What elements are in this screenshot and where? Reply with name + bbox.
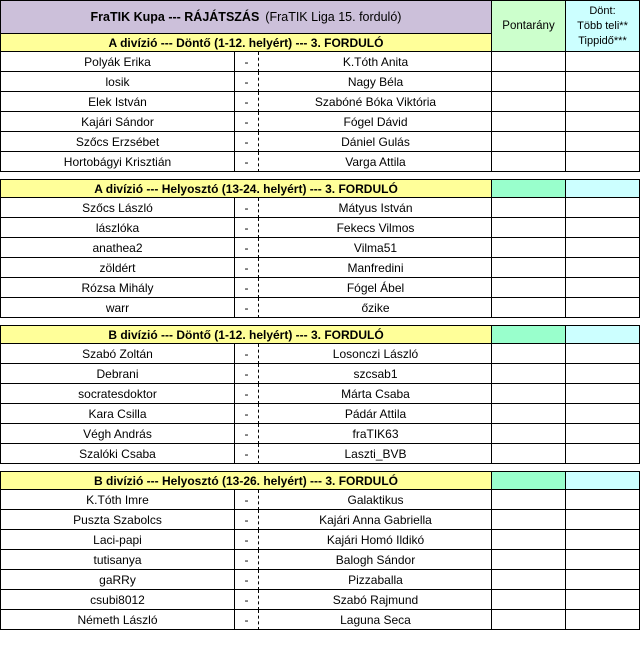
away-player: őzike bbox=[259, 298, 492, 318]
pontarany-value bbox=[491, 530, 566, 550]
score-separator: - bbox=[234, 404, 259, 424]
score-separator: - bbox=[234, 490, 259, 510]
home-player: Végh András bbox=[0, 424, 234, 444]
home-player: Hortobágyi Krisztián bbox=[0, 152, 234, 172]
dont-value bbox=[565, 570, 640, 590]
match-row bbox=[0, 404, 640, 424]
pontarany-value bbox=[491, 152, 566, 172]
dont-value bbox=[565, 424, 640, 444]
match-row bbox=[0, 570, 640, 590]
score-separator: - bbox=[234, 152, 259, 172]
away-player: K.Tóth Anita bbox=[259, 52, 492, 72]
pontarany-value bbox=[491, 404, 566, 424]
match-row bbox=[0, 278, 640, 298]
pontarany-value bbox=[491, 238, 566, 258]
pontarany-value bbox=[491, 424, 566, 444]
score-separator: - bbox=[234, 364, 259, 384]
score-separator: - bbox=[234, 590, 259, 610]
match-row bbox=[0, 590, 640, 610]
dont-value bbox=[565, 444, 640, 464]
match-row bbox=[0, 510, 640, 530]
match-row bbox=[0, 530, 640, 550]
home-player: Szabó Zoltán bbox=[0, 344, 234, 364]
pontarany-value bbox=[491, 590, 566, 610]
home-player: Polyák Erika bbox=[0, 52, 234, 72]
home-player: Kara Csilla bbox=[0, 404, 234, 424]
home-player: losik bbox=[0, 72, 234, 92]
score-separator: - bbox=[234, 132, 259, 152]
pontarany-value bbox=[491, 510, 566, 530]
match-row bbox=[0, 298, 640, 318]
away-player: Laguna Seca bbox=[259, 610, 492, 630]
score-separator: - bbox=[234, 238, 259, 258]
pontarany-value bbox=[491, 218, 566, 238]
match-row bbox=[0, 52, 640, 72]
away-player: Vilma51 bbox=[259, 238, 492, 258]
pontarany-value bbox=[491, 364, 566, 384]
match-row bbox=[0, 92, 640, 112]
dont-value bbox=[565, 132, 640, 152]
match-row bbox=[0, 424, 640, 444]
dont-value bbox=[565, 610, 640, 630]
dont-value bbox=[565, 52, 640, 72]
dont-value bbox=[565, 344, 640, 364]
match-row bbox=[0, 384, 640, 404]
score-separator: - bbox=[234, 218, 259, 238]
away-player: Dániel Gulás bbox=[259, 132, 492, 152]
dont-value bbox=[565, 364, 640, 384]
score-separator: - bbox=[234, 258, 259, 278]
dont-line-2: Több teli** bbox=[577, 19, 628, 32]
match-row bbox=[0, 444, 640, 464]
away-player: Szabó Rajmund bbox=[259, 590, 492, 610]
score-separator: - bbox=[234, 278, 259, 298]
away-player: Fekecs Vilmos bbox=[259, 218, 492, 238]
section-title: B divízió --- Helyosztó (13-26. helyért) --- 3. FORDULÓ bbox=[0, 471, 492, 490]
score-separator: - bbox=[234, 510, 259, 530]
score-separator: - bbox=[234, 198, 259, 218]
away-player: Losonczi László bbox=[259, 344, 492, 364]
score-separator: - bbox=[234, 112, 259, 132]
dont-value bbox=[565, 278, 640, 298]
score-separator: - bbox=[234, 92, 259, 112]
match-row bbox=[0, 610, 640, 630]
dont-line-1: Dönt: bbox=[589, 4, 616, 17]
score-separator: - bbox=[234, 72, 259, 92]
pontarany-value bbox=[491, 570, 566, 590]
pontarany-value bbox=[491, 384, 566, 404]
pontarany-value bbox=[491, 550, 566, 570]
match-row bbox=[0, 344, 640, 364]
match-row bbox=[0, 550, 640, 570]
away-player: Márta Csaba bbox=[259, 384, 492, 404]
pontarany-value bbox=[491, 610, 566, 630]
dont-value bbox=[565, 298, 640, 318]
pontarany-value bbox=[491, 444, 566, 464]
home-player: Debrani bbox=[0, 364, 234, 384]
dont-value bbox=[565, 218, 640, 238]
score-separator: - bbox=[234, 424, 259, 444]
dont-value bbox=[565, 510, 640, 530]
dont-value bbox=[565, 238, 640, 258]
match-row bbox=[0, 258, 640, 278]
home-player: Németh László bbox=[0, 610, 234, 630]
home-player: anathea2 bbox=[0, 238, 234, 258]
away-player: Pizzaballa bbox=[259, 570, 492, 590]
score-separator: - bbox=[234, 530, 259, 550]
dont-value bbox=[565, 258, 640, 278]
home-player: csubi8012 bbox=[0, 590, 234, 610]
away-player: Laszti_BVB bbox=[259, 444, 492, 464]
column-header-pontarany: Pontarány bbox=[491, 0, 566, 52]
section-pontarany-cell bbox=[491, 179, 566, 198]
match-row bbox=[0, 198, 640, 218]
score-separator: - bbox=[234, 52, 259, 72]
pontarany-value bbox=[491, 344, 566, 364]
score-separator: - bbox=[234, 610, 259, 630]
score-separator: - bbox=[234, 298, 259, 318]
away-player: Manfredini bbox=[259, 258, 492, 278]
dont-value bbox=[565, 152, 640, 172]
pontarany-value bbox=[491, 490, 566, 510]
match-row bbox=[0, 364, 640, 384]
pontarany-value bbox=[491, 198, 566, 218]
match-row bbox=[0, 218, 640, 238]
home-player: Szalóki Csaba bbox=[0, 444, 234, 464]
dont-value bbox=[565, 530, 640, 550]
score-separator: - bbox=[234, 550, 259, 570]
away-player: Varga Attila bbox=[259, 152, 492, 172]
section-title: A divízió --- Döntő (1-12. helyért) --- 3. FORDULÓ bbox=[0, 33, 492, 52]
home-player: Laci-papi bbox=[0, 530, 234, 550]
dont-value bbox=[565, 590, 640, 610]
pontarany-value bbox=[491, 278, 566, 298]
pontarany-value bbox=[491, 112, 566, 132]
home-player: tutisanya bbox=[0, 550, 234, 570]
away-player: szcsab1 bbox=[259, 364, 492, 384]
away-player: Pádár Attila bbox=[259, 404, 492, 424]
section-pontarany-cell bbox=[491, 325, 566, 344]
home-player: Rózsa Mihály bbox=[0, 278, 234, 298]
section-title: B divízió --- Döntő (1-12. helyért) --- 3. FORDULÓ bbox=[0, 325, 492, 344]
home-player: socratesdoktor bbox=[0, 384, 234, 404]
pontarany-value bbox=[491, 52, 566, 72]
pontarany-value bbox=[491, 72, 566, 92]
away-player: Fógel Dávid bbox=[259, 112, 492, 132]
pontarany-value bbox=[491, 298, 566, 318]
match-row bbox=[0, 152, 640, 172]
score-separator: - bbox=[234, 344, 259, 364]
dont-value bbox=[565, 550, 640, 570]
away-player: fraTIK63 bbox=[259, 424, 492, 444]
home-player: Elek István bbox=[0, 92, 234, 112]
match-row bbox=[0, 238, 640, 258]
dont-value bbox=[565, 112, 640, 132]
away-player: Mátyus István bbox=[259, 198, 492, 218]
home-player: Kajári Sándor bbox=[0, 112, 234, 132]
away-player: Kajári Anna Gabriella bbox=[259, 510, 492, 530]
dont-value bbox=[565, 92, 640, 112]
away-player: Kajári Homó Ildikó bbox=[259, 530, 492, 550]
match-row bbox=[0, 72, 640, 92]
sheet-title bbox=[0, 0, 492, 34]
match-row bbox=[0, 112, 640, 132]
column-header-dont bbox=[565, 0, 640, 52]
sheet-title-main: FraTIK Kupa --- RÁJÁTSZÁS bbox=[90, 10, 260, 24]
dont-value bbox=[565, 198, 640, 218]
away-player: Szabóné Bóka Viktória bbox=[259, 92, 492, 112]
dont-value bbox=[565, 384, 640, 404]
score-separator: - bbox=[234, 384, 259, 404]
section-title: A divízió --- Helyosztó (13-24. helyért) --- 3. FORDULÓ bbox=[0, 179, 492, 198]
section-dont-cell bbox=[565, 325, 640, 344]
away-player: Nagy Béla bbox=[259, 72, 492, 92]
match-row bbox=[0, 490, 640, 510]
pontarany-value bbox=[491, 258, 566, 278]
home-player: zöldért bbox=[0, 258, 234, 278]
home-player: lászlóka bbox=[0, 218, 234, 238]
sheet-title-sub: (FraTIK Liga 15. forduló) bbox=[265, 10, 402, 24]
dont-value bbox=[565, 404, 640, 424]
score-separator: - bbox=[234, 444, 259, 464]
pontarany-value bbox=[491, 92, 566, 112]
pontarany-value bbox=[491, 132, 566, 152]
section-dont-cell bbox=[565, 179, 640, 198]
score-separator: - bbox=[234, 570, 259, 590]
section-dont-cell bbox=[565, 471, 640, 490]
dont-value bbox=[565, 72, 640, 92]
away-player: Galaktikus bbox=[259, 490, 492, 510]
match-row bbox=[0, 132, 640, 152]
away-player: Fógel Ábel bbox=[259, 278, 492, 298]
home-player: Szőcs Erzsébet bbox=[0, 132, 234, 152]
home-player: warr bbox=[0, 298, 234, 318]
section-pontarany-cell bbox=[491, 471, 566, 490]
home-player: Szőcs László bbox=[0, 198, 234, 218]
home-player: Puszta Szabolcs bbox=[0, 510, 234, 530]
home-player: gaRRy bbox=[0, 570, 234, 590]
dont-value bbox=[565, 490, 640, 510]
home-player: K.Tóth Imre bbox=[0, 490, 234, 510]
dont-line-3: Tippidő*** bbox=[578, 34, 627, 47]
away-player: Balogh Sándor bbox=[259, 550, 492, 570]
